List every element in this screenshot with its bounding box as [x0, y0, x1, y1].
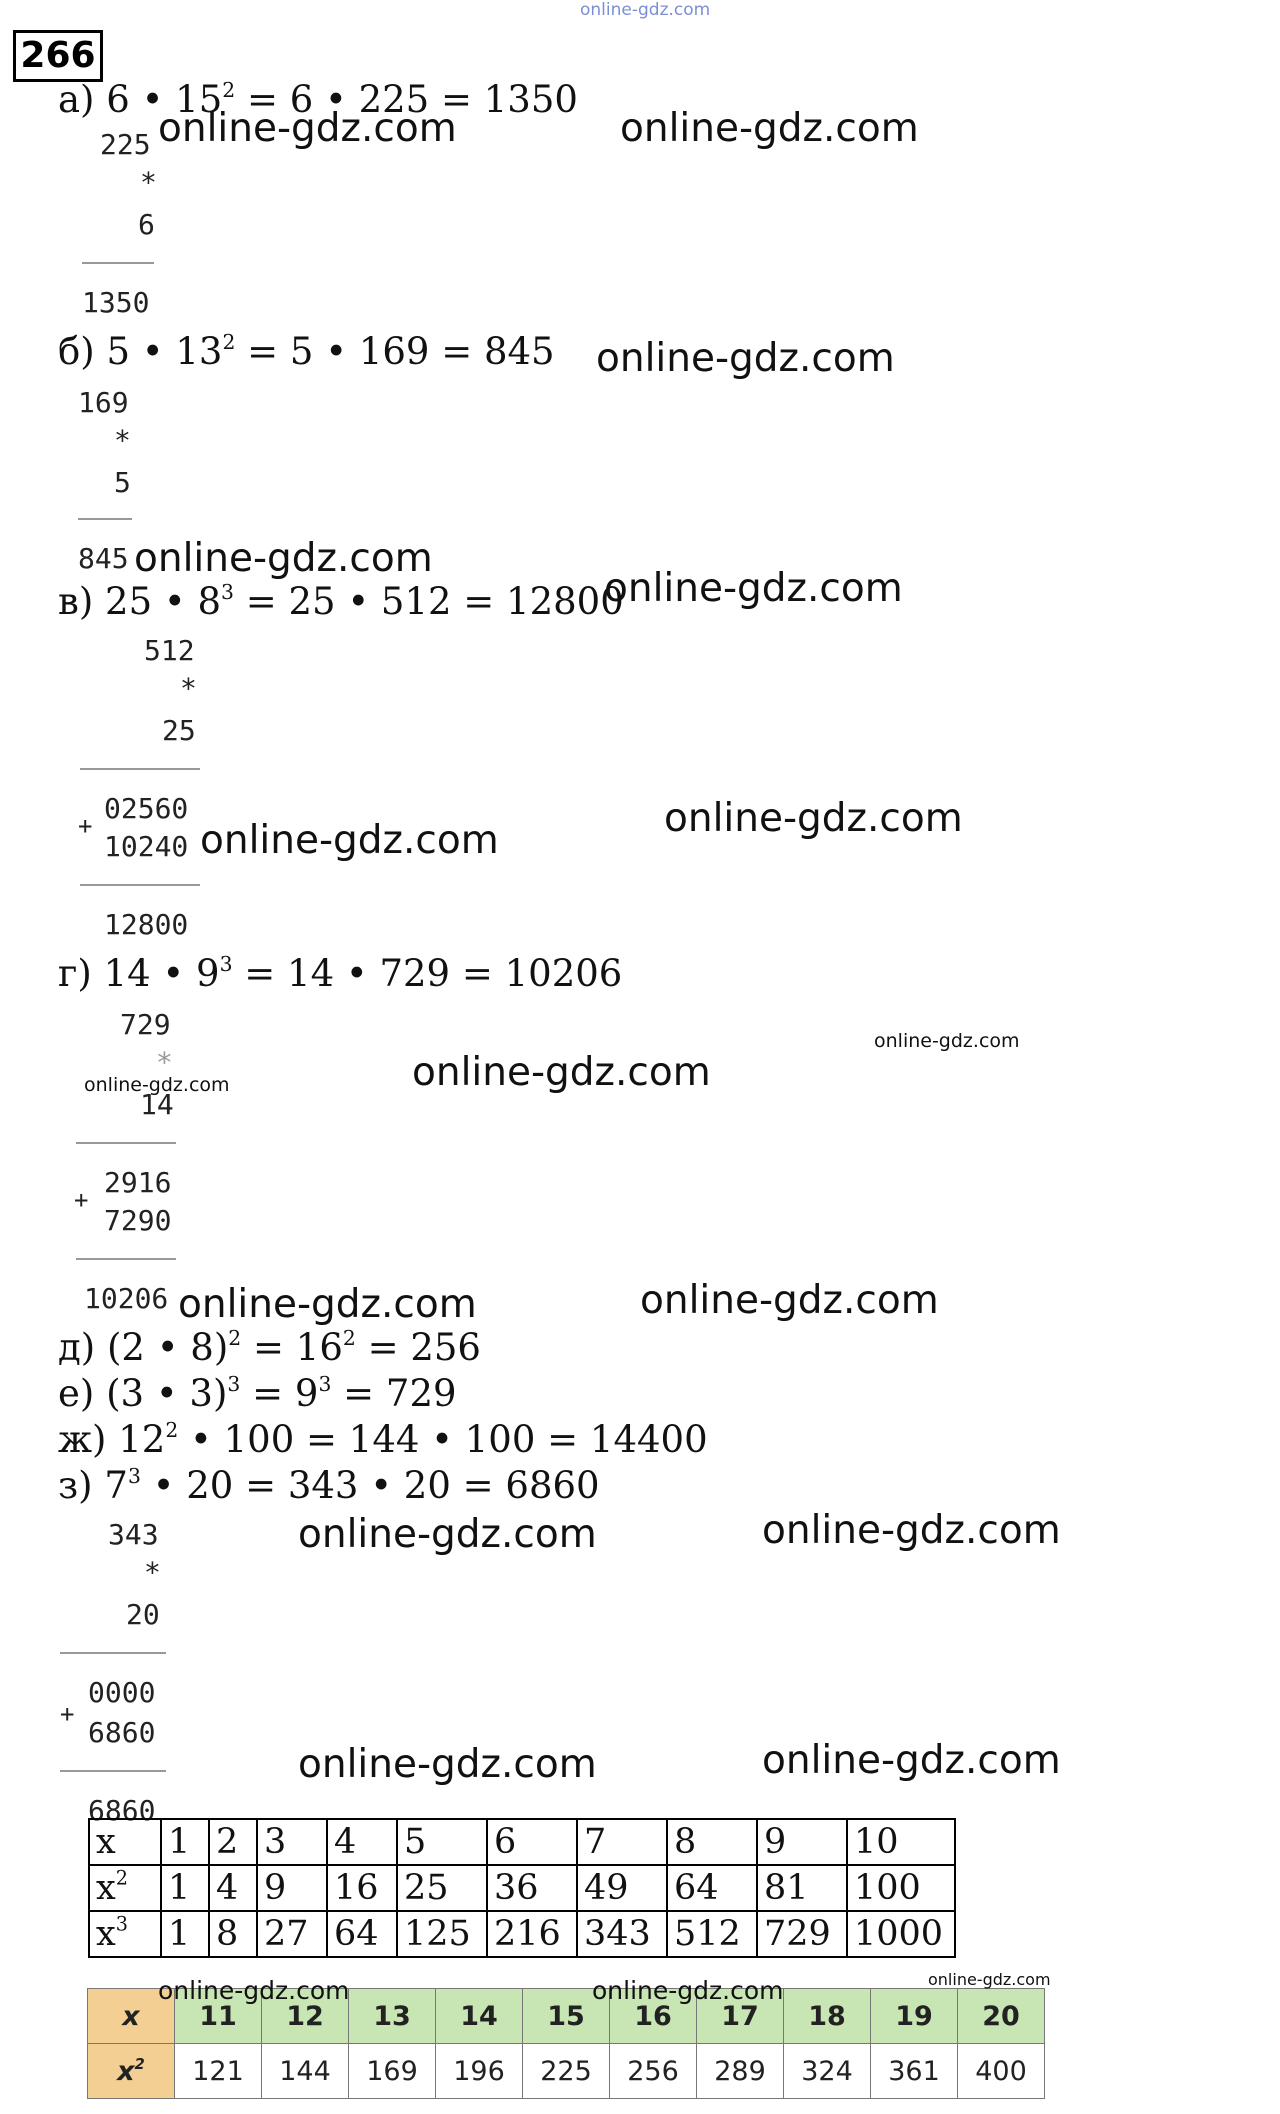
table1-cell: 10: [847, 1819, 955, 1865]
col-b-line: [78, 518, 132, 520]
col-v-result: 12800: [104, 908, 189, 941]
marker-e: е): [58, 1372, 95, 1415]
table1-row-squares: [89, 1865, 955, 1911]
watermark: online-gdz.com: [178, 1282, 477, 1327]
col-a-result: 1350: [82, 286, 150, 319]
table1-cell: 81: [757, 1865, 847, 1911]
eq-g-exp: 3: [219, 951, 233, 976]
col-z-line2: [60, 1770, 166, 1772]
col-a-line: [82, 262, 154, 264]
eq-d-p1: (2 • 8): [106, 1326, 229, 1369]
marker-v: в): [58, 580, 94, 623]
table1-sq-label-base: x: [96, 1868, 116, 1908]
table1-cell: 36: [487, 1865, 577, 1911]
eq-z-p1: 7: [104, 1464, 128, 1507]
col-g-mult: 14: [140, 1088, 174, 1121]
table1-cell: 2: [209, 1819, 257, 1865]
eq-v-base: 25 • 8: [105, 580, 221, 623]
eq-zh-p1: 12: [118, 1418, 166, 1461]
watermark: online-gdz.com: [762, 1738, 1061, 1783]
eq-v-exp: 3: [221, 579, 234, 604]
equation-z: [58, 1464, 600, 1507]
watermark: online-gdz.com: [640, 1278, 939, 1323]
table2-cell: 324: [784, 2044, 871, 2099]
table1-cell: 49: [577, 1865, 667, 1911]
watermark: online-gdz.com: [620, 106, 919, 151]
table1-cu-label-exp: 3: [115, 1912, 128, 1936]
table1-sq-label-exp: 2: [115, 1866, 128, 1890]
table2-cell: 12: [262, 1989, 349, 2044]
table1-cell: 1: [161, 1865, 209, 1911]
table2-row-squares: [88, 2044, 1045, 2099]
eq-g-rest: = 14 • 729 = 10206: [232, 952, 623, 995]
col-v-line2: [80, 884, 200, 886]
col-z-result: 6860: [88, 1794, 156, 1827]
table1-cell: 4: [327, 1819, 397, 1865]
col-z-partial1: 0000: [88, 1676, 156, 1709]
marker-d: д): [58, 1326, 96, 1369]
table2-cell: 15: [523, 1989, 610, 2044]
table2-cell: 16: [610, 1989, 697, 2044]
table1-cell: 9: [757, 1819, 847, 1865]
table1-cell: 4: [209, 1865, 257, 1911]
table2-row-label: [88, 2044, 175, 2099]
table2-cell: 18: [784, 1989, 871, 2044]
table1-cell: 125: [397, 1911, 487, 1957]
table1-cell: 1: [161, 1911, 209, 1957]
eq-b-base: 5 • 13: [106, 330, 223, 373]
marker-b: б): [58, 330, 95, 373]
table1-cell: 6: [487, 1819, 577, 1865]
marker-g: г): [58, 952, 92, 995]
watermark: online-gdz.com: [664, 796, 963, 841]
col-v-partial2: 10240: [104, 830, 189, 863]
eq-a-base: 6 • 15: [106, 78, 223, 121]
table1-cell: 64: [667, 1865, 757, 1911]
col-v-top: 512: [144, 634, 195, 667]
table1-cell: 343: [577, 1911, 667, 1957]
problem-number: 266: [13, 30, 103, 82]
col-g-partial1: 2916: [104, 1166, 172, 1199]
table1-cell: 8: [209, 1911, 257, 1957]
col-g-top: 729: [120, 1008, 171, 1041]
eq-zh-p2: • 100 = 144 • 100 = 14400: [178, 1418, 708, 1461]
table2-cell: 20: [958, 1989, 1045, 2044]
col-z-mult: 20: [126, 1598, 160, 1631]
table2-cell: x: [88, 1989, 175, 2044]
col-g-line2: [76, 1258, 176, 1260]
eq-a-rest: = 6 • 225 = 1350: [235, 78, 578, 121]
table2-cell: 361: [871, 2044, 958, 2099]
table1-cell: 1000: [847, 1911, 955, 1957]
col-g-plus: +: [74, 1186, 89, 1214]
watermark: online-gdz.com: [298, 1742, 597, 1787]
eq-d-p2: = 16: [241, 1326, 343, 1369]
eq-e-e1: 3: [227, 1371, 241, 1396]
table1-cell: 25: [397, 1865, 487, 1911]
table1-cell: x: [89, 1819, 161, 1865]
top-watermark: online-gdz.com: [580, 0, 711, 20]
eq-v-rest: = 25 • 512 = 12800: [233, 580, 624, 623]
watermark: online-gdz.com: [874, 1030, 1020, 1052]
watermark: online-gdz.com: [762, 1508, 1061, 1553]
col-v-plus: +: [78, 812, 93, 840]
watermark: online-gdz.com: [158, 106, 457, 151]
table1-cu-label-base: x: [96, 1914, 116, 1954]
equation-v: [58, 580, 624, 623]
col-v-op: *: [180, 672, 197, 705]
col-g-result: 10206: [84, 1282, 169, 1315]
table2-cell: 225: [523, 2044, 610, 2099]
col-a-top: 225: [100, 128, 151, 161]
eq-b-rest: = 5 • 169 = 845: [235, 330, 555, 373]
table2-cell: 121: [175, 2044, 262, 2099]
eq-b-exp: 2: [222, 329, 236, 354]
col-g-partial2: 7290: [104, 1204, 172, 1237]
table2-cell: 17: [697, 1989, 784, 2044]
watermark: online-gdz.com: [928, 1970, 1051, 1989]
watermark: online-gdz.com: [592, 1976, 784, 2005]
table1-cell: 16: [327, 1865, 397, 1911]
powers-table-1-10: [88, 1818, 956, 1958]
eq-z-e1: 3: [127, 1463, 141, 1488]
table1-cell: 100: [847, 1865, 955, 1911]
table2-cell: 169: [349, 2044, 436, 2099]
col-v-mult: 25: [162, 714, 196, 747]
table1-cell: 512: [667, 1911, 757, 1957]
eq-e-p3: = 729: [331, 1372, 457, 1415]
watermark: online-gdz.com: [158, 1976, 350, 2005]
table1-cell: 5: [397, 1819, 487, 1865]
eq-g-base: 14 • 9: [103, 952, 220, 995]
table2-cell: 400: [958, 2044, 1045, 2099]
col-z-top: 343: [108, 1518, 159, 1551]
eq-a-exp: 2: [222, 77, 236, 102]
eq-e-e2: 3: [318, 1371, 332, 1396]
table1-cell: 7: [577, 1819, 667, 1865]
watermark: online-gdz.com: [596, 336, 895, 381]
table1-row-label: [89, 1865, 161, 1911]
watermark: online-gdz.com: [134, 536, 433, 581]
col-v-line1: [80, 768, 200, 770]
table2-cell: 11: [175, 1989, 262, 2044]
table2-cell: 19: [871, 1989, 958, 2044]
table1-cell: 3: [257, 1819, 327, 1865]
table1-row-x: [89, 1819, 955, 1865]
col-b-mult: 5: [114, 466, 131, 499]
table2-cell: 256: [610, 2044, 697, 2099]
table1-cell: 1: [161, 1819, 209, 1865]
eq-e-p1: (3 • 3): [106, 1372, 228, 1415]
col-z-partial2: 6860: [88, 1716, 156, 1749]
table1-cell: 729: [757, 1911, 847, 1957]
col-b-result: 845: [78, 542, 129, 575]
col-z-plus: +: [60, 1700, 75, 1728]
table1-cell: 8: [667, 1819, 757, 1865]
marker-z: з): [58, 1464, 93, 1507]
col-z-op: *: [144, 1556, 161, 1589]
table2-cell: 144: [262, 2044, 349, 2099]
watermark: online-gdz.com: [412, 1050, 711, 1095]
col-a-op: *: [140, 166, 157, 199]
col-a-mult: 6: [138, 208, 155, 241]
table1-cell: 9: [257, 1865, 327, 1911]
col-b-op: *: [114, 424, 131, 457]
col-g-op: *: [156, 1046, 173, 1079]
equation-d: [58, 1326, 481, 1369]
watermark: online-gdz.com: [84, 1074, 230, 1096]
table1-row-cubes: [89, 1911, 955, 1957]
equation-b: [58, 330, 555, 373]
eq-e-p2: = 9: [240, 1372, 319, 1415]
col-g-line1: [76, 1142, 176, 1144]
eq-zh-e1: 2: [165, 1417, 179, 1442]
table1-cell: 216: [487, 1911, 577, 1957]
eq-d-e1: 2: [228, 1325, 242, 1350]
watermark: online-gdz.com: [200, 818, 499, 863]
col-v-partial1: 02560: [104, 792, 189, 825]
eq-d-p3: = 256: [355, 1326, 481, 1369]
eq-d-e2: 2: [342, 1325, 356, 1350]
equation-e: [58, 1372, 457, 1415]
marker-a: а): [58, 78, 95, 121]
table1-cell: 27: [257, 1911, 327, 1957]
watermark: online-gdz.com: [604, 566, 903, 611]
table2-cell: 196: [436, 2044, 523, 2099]
table2-cell: 289: [697, 2044, 784, 2099]
col-z-line1: [60, 1652, 166, 1654]
col-b-top: 169: [78, 386, 129, 419]
watermark: online-gdz.com: [298, 1512, 597, 1557]
equation-g: [58, 952, 622, 995]
table2-cell: 14: [436, 1989, 523, 2044]
table2-cell: 13: [349, 1989, 436, 2044]
marker-zh: ж): [58, 1418, 107, 1461]
table2-label-exp: 2: [134, 2054, 145, 2073]
equation-zh: [58, 1418, 708, 1461]
eq-z-p2: • 20 = 343 • 20 = 6860: [140, 1464, 600, 1507]
table1-row-label: [89, 1911, 161, 1957]
table2-label-base: x: [117, 2055, 135, 2087]
table1-cell: 64: [327, 1911, 397, 1957]
